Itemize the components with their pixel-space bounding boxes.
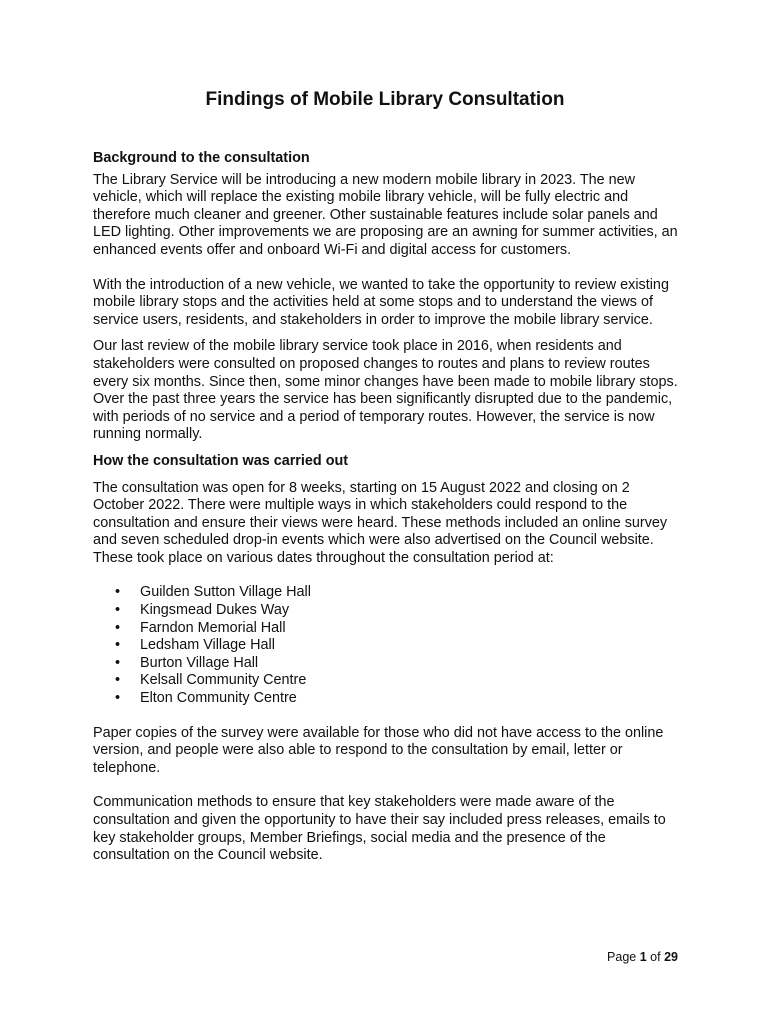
list-item	[93, 620, 683, 638]
venue-list	[93, 584, 683, 707]
method-paragraph-3: Communication methods to ensure that key stakeholders were made aware of the consultation and given the opportunity to have their say included press releases, emails to key stakeholder groups, Member Briefings, social media and the presence of the consultation on the Council website.	[93, 794, 666, 864]
method-paragraph-1: The consultation was open for 8 weeks, starting on 15 August 2022 and closing on 2 October 2022. There were multiple ways in which stakeholders could respond to the consultation and ensure their views were heard. These methods included an online survey and seven scheduled drop-in events which were also advertised on the Council website. These took place on various dates throughout the consultation period at:	[93, 479, 668, 566]
section-heading-background: Background to the consultation	[93, 150, 310, 166]
bullet-icon: •	[115, 637, 121, 654]
method-paragraph-2: Paper copies of the survey were available for those who did not have access to the online version, and people were also able to respond to the consultation by email, letter or telephone.	[93, 724, 664, 776]
background-paragraph-1: The Library Service will be introducing a new modern mobile library in 2023. The new vehicle, which will replace the existing mobile library vehicle, will be fully electric and therefore much cleaner and greener. Other sustainable features include solar panels and LED lighting. Other improvements we are proposing are an awning for summer activities, an enhanced events offer and onboard Wi-Fi and digital access for customers.	[93, 171, 678, 258]
section-heading-method: How the consultation was carried out	[93, 452, 349, 469]
total-pages: 29	[664, 950, 678, 964]
bullet-icon: •	[115, 619, 121, 636]
current-page: 1	[639, 950, 647, 964]
bullet-icon: •	[115, 654, 121, 671]
page-word: Page	[607, 950, 637, 964]
bullet-icon: •	[115, 690, 121, 707]
list-item	[93, 637, 683, 655]
venue-name: Elton Community Centre	[140, 690, 297, 707]
venue-name: Guilden Sutton Village Hall	[140, 584, 311, 601]
bullet-icon: •	[115, 672, 121, 689]
venue-name: Ledsham Village Hall	[140, 637, 275, 654]
background-paragraph-2: With the introduction of a new vehicle, we wanted to take the opportunity to review existing mobile library stops and the activities held at some stops and to understand the views of service users, residents, and stakeholders in order to improve the mobile library service.	[93, 276, 669, 328]
bullet-icon: •	[115, 584, 121, 601]
bullet-icon: •	[115, 602, 121, 619]
list-item	[93, 655, 683, 673]
list-item	[93, 602, 683, 620]
page-number	[607, 949, 678, 965]
venue-name: Kingsmead Dukes Way	[140, 602, 290, 619]
venue-name: Farndon Memorial Hall	[140, 619, 286, 636]
of-word: of	[650, 950, 661, 964]
venue-name: Kelsall Community Centre	[140, 672, 307, 689]
list-item	[93, 584, 683, 602]
document-title: Findings of Mobile Library Consultation	[205, 89, 565, 110]
list-item	[93, 672, 683, 690]
background-paragraph-3: Our last review of the mobile library service took place in 2016, when residents and stakeholders were consulted on proposed changes to routes and plans to review routes every six months. Since then, some minor changes have been made to mobile library stops. Over the past three years the service has been significantly disrupted due to the pandemic, with periods of no service and a period of temporary routes. However, the service is now running normally.	[93, 338, 678, 443]
venue-name: Burton Village Hall	[140, 654, 259, 671]
list-item	[93, 690, 683, 708]
document-body	[93, 150, 683, 865]
